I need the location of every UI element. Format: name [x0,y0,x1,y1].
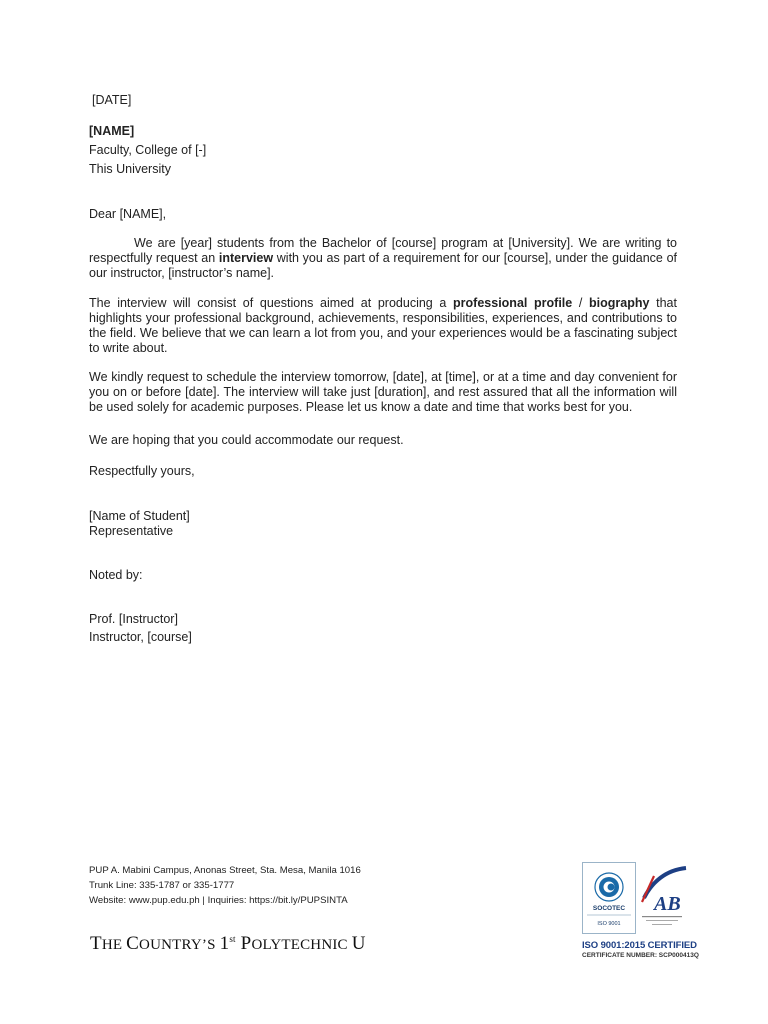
sender-title: Representative [89,524,174,538]
paragraph-3: We kindly request to schedule the interview tomorrow, [date], at [time], or at a time and day convenient for you on or before [date]. The interview will take just [duration], and rest assured that all the information will be used solely for academic purposes. Please let us know a date and time that works best for you. [89,370,677,414]
footer-website: Website: www.pup.edu.ph | Inquiries: https://bit.ly/PUPSINTA [89,895,348,906]
svg-text:ISO 9001: ISO 9001 [597,921,621,927]
tagline: THE COUNTRY’S 1st POLYTECHNIC U [90,933,366,954]
instructor-title: Instructor, [course] [89,630,192,644]
closing: Respectfully yours, [89,464,195,478]
date: [DATE] [92,93,132,107]
paragraph-2 [89,296,677,356]
salutation: Dear [NAME], [89,207,167,221]
svg-text:SOCOTEC: SOCOTEC [592,905,626,912]
sender-name: [Name of Student] [89,509,190,523]
jab-mark-icon [636,862,688,932]
socotec-seal-icon [583,863,635,933]
recipient-line-1: Faculty, College of [-] [89,143,207,157]
jab-accreditation-logo [636,862,688,932]
paragraph-1 [89,236,677,281]
iso-certified-label: ISO 9001:2015 CERTIFIED [582,940,697,951]
p2-bold-biography: biography [589,296,650,310]
paragraph-4: We are hoping that you could accommodate our request. [89,433,404,447]
instructor-name: Prof. [Instructor] [89,612,178,626]
p2-text-a: The interview will consist of questions aimed at producing a [89,296,454,310]
p1-text-c: with you as part of a requirement for our [course], under the guidance of our instructor, [instructor’s name]. [89,251,677,280]
p2-bold-profile: professional profile [453,296,573,310]
recipient-name: [NAME] [89,124,135,138]
noted-by: Noted by: [89,568,143,582]
footer-trunk-line: Trunk Line: 335-1787 or 335-1777 [89,880,235,891]
certificate-number: CERTIFICATE NUMBER: SCP000413Q [582,952,699,959]
p1-text-a: We are [year] students from the Bachelor of [course] program at [University]. We are writing to respectfully request an [89,236,677,265]
p1-bold-interview: interview [218,251,274,265]
socotec-certification-logo [582,862,636,934]
p2-text-slash: / [572,296,590,310]
p2-text-e: that highlights your professional background, achievements, responsibilities, experiences, and contributions to the field. We believe that we can learn a lot from you, and your experiences would be a fascinating subject to write about. [89,296,677,355]
svg-text:AB: AB [654,893,681,915]
recipient-line-2: This University [89,162,171,176]
footer-address: PUP A. Mabini Campus, Anonas Street, Sta. Mesa, Manila 1016 [89,865,361,876]
